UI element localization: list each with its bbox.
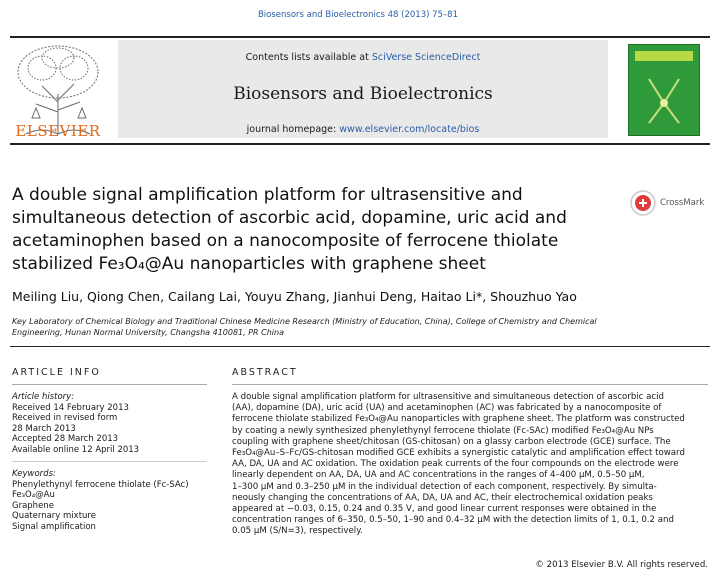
homepage-link[interactable]: www.elsevier.com/locate/bios <box>339 124 480 135</box>
elsevier-wordmark: ELSEVIER <box>15 122 101 140</box>
journal-cover-image <box>628 44 700 136</box>
keywords-label: Keywords: <box>12 469 56 479</box>
history-label: Article history: <box>12 392 75 402</box>
abstract-body <box>232 392 708 538</box>
abstract-line: appeared at −0.03, 0.15, 0.24 and 0.35 V, and good linear current responses were obtained in the <box>232 504 657 515</box>
keywords-rule <box>12 461 207 462</box>
title-line: stabilized Fe₃O₄@Au nanoparticles with graphene sheet <box>12 254 486 274</box>
title-line: A double signal amplification platform for ultrasensitive and <box>12 185 523 205</box>
copyright-notice: © 2013 Elsevier B.V. All rights reserved. <box>535 560 708 570</box>
abstract-line: A double signal amplification platform for ultrasensitive and simultaneous detection of ascorbic acid <box>232 392 664 402</box>
contents-prefix: Contents lists available at <box>245 52 372 63</box>
header-rule-top <box>10 36 710 38</box>
keyword-item: Phenylethynyl ferrocene thiolate (Fc-SAc) <box>12 479 189 490</box>
sciencedirect-link[interactable]: SciVerse ScienceDirect <box>371 52 481 63</box>
crossmark-label[interactable]: CrossMark <box>660 198 705 208</box>
homepage-prefix: journal homepage: <box>246 124 340 135</box>
contents-line <box>118 52 608 63</box>
article-info-rule <box>12 384 207 385</box>
journal-title: Biosensors and Bioelectronics <box>233 84 493 104</box>
abstract-line: ferrocene thiolate stabilized Fe₃O₄@Au nanoparticles with graphene sheet. The platform was constructed <box>232 414 685 425</box>
history-line: 28 March 2013 <box>12 423 76 434</box>
title-line: simultaneous detection of ascorbic acid, dopamine, uric acid and <box>12 208 567 228</box>
abstract-rule <box>232 384 708 385</box>
abstract-line: neously changing the concentrations of AA, DA, UA and AC, their electrochemical oxidation peaks <box>232 492 653 503</box>
keywords <box>12 469 212 532</box>
abstract-heading: ABSTRACT <box>232 367 298 378</box>
abstract-line: Fe₃O₄@Au–S–Fc/GS-chitosan modified GCE exhibits a synergistic catalytic and amplification effect toward <box>232 448 685 459</box>
keyword-item: Graphene <box>12 500 54 511</box>
keyword-item: Fe₃O₄@Au <box>12 490 55 500</box>
history-line: Received 14 February 2013 <box>12 402 129 413</box>
article-info-heading: ARTICLE INFO <box>12 367 101 378</box>
affiliation-line: Key Laboratory of Chemical Biology and Traditional Chinese Medicine Research (Ministry of Education, China), College of Chemistry and Chemical <box>12 317 597 326</box>
title-line: acetaminophen based on a nanocomposite of ferrocene thiolate <box>12 231 559 251</box>
paper-title <box>12 184 612 276</box>
history-line: Accepted 28 March 2013 <box>12 434 119 444</box>
history-line: Received in revised form <box>12 413 118 423</box>
cover-art-icon <box>629 45 699 135</box>
abstract-line: concentration ranges of 6–350, 0.5–50, 1–90 and 0.4–32 μM with the detection limits of 1, 0.1, 0.2 and <box>232 515 674 526</box>
header-rule-bottom <box>10 143 710 145</box>
history-line: Available online 12 April 2013 <box>12 444 140 455</box>
abstract-line: linearly dependent on AA, DA, UA and AC concentrations in the ranges of 4–400 μM, 0.5–50 μM, <box>232 470 645 481</box>
author-list: Meiling Liu, Qiong Chen, Cailang Lai, Youyu Zhang, Jianhui Deng, Haitao Li*, Shouzhuo Yao <box>12 289 577 304</box>
abstract-line: by coating a newly synthesized phenylethynyl ferrocene thiolate (Fc-SAc) modified Fe₃O₄@Au NPs <box>232 425 654 436</box>
abstract-line: 0.05 μM (S/N=3), respectively. <box>232 526 363 537</box>
abstract-line: (AA), dopamine (DA), uric acid (UA) and acetaminophen (AC) was fabricated by a nanocomposite of <box>232 403 662 414</box>
affiliation-line: Engineering, Hunan Normal University, Changsha 410081, PR China <box>12 328 284 337</box>
abstract-line: coupling with graphene sheet/chitosan (GS-chitosan) on a glassy carbon electrode (GCE) surface. The <box>232 436 671 447</box>
affiliation <box>12 316 612 338</box>
homepage-line <box>118 124 608 135</box>
keyword-item: Quaternary mixture <box>12 511 96 521</box>
abstract-line: AA, DA, UA and AC oxidation. The oxidation peak currents of the four compounds on the electrode were <box>232 459 679 470</box>
article-history <box>12 392 212 455</box>
crossmark-icon[interactable] <box>630 190 656 216</box>
section-rule <box>10 346 710 347</box>
journal-reference[interactable]: Biosensors and Bioelectronics 48 (2013) 75–81 <box>257 10 459 20</box>
keyword-item: Signal amplification <box>12 521 96 532</box>
abstract-line: 1–300 μM and 0.3–250 μM in the individual detection of each component, respectively. By simulta- <box>232 481 657 492</box>
